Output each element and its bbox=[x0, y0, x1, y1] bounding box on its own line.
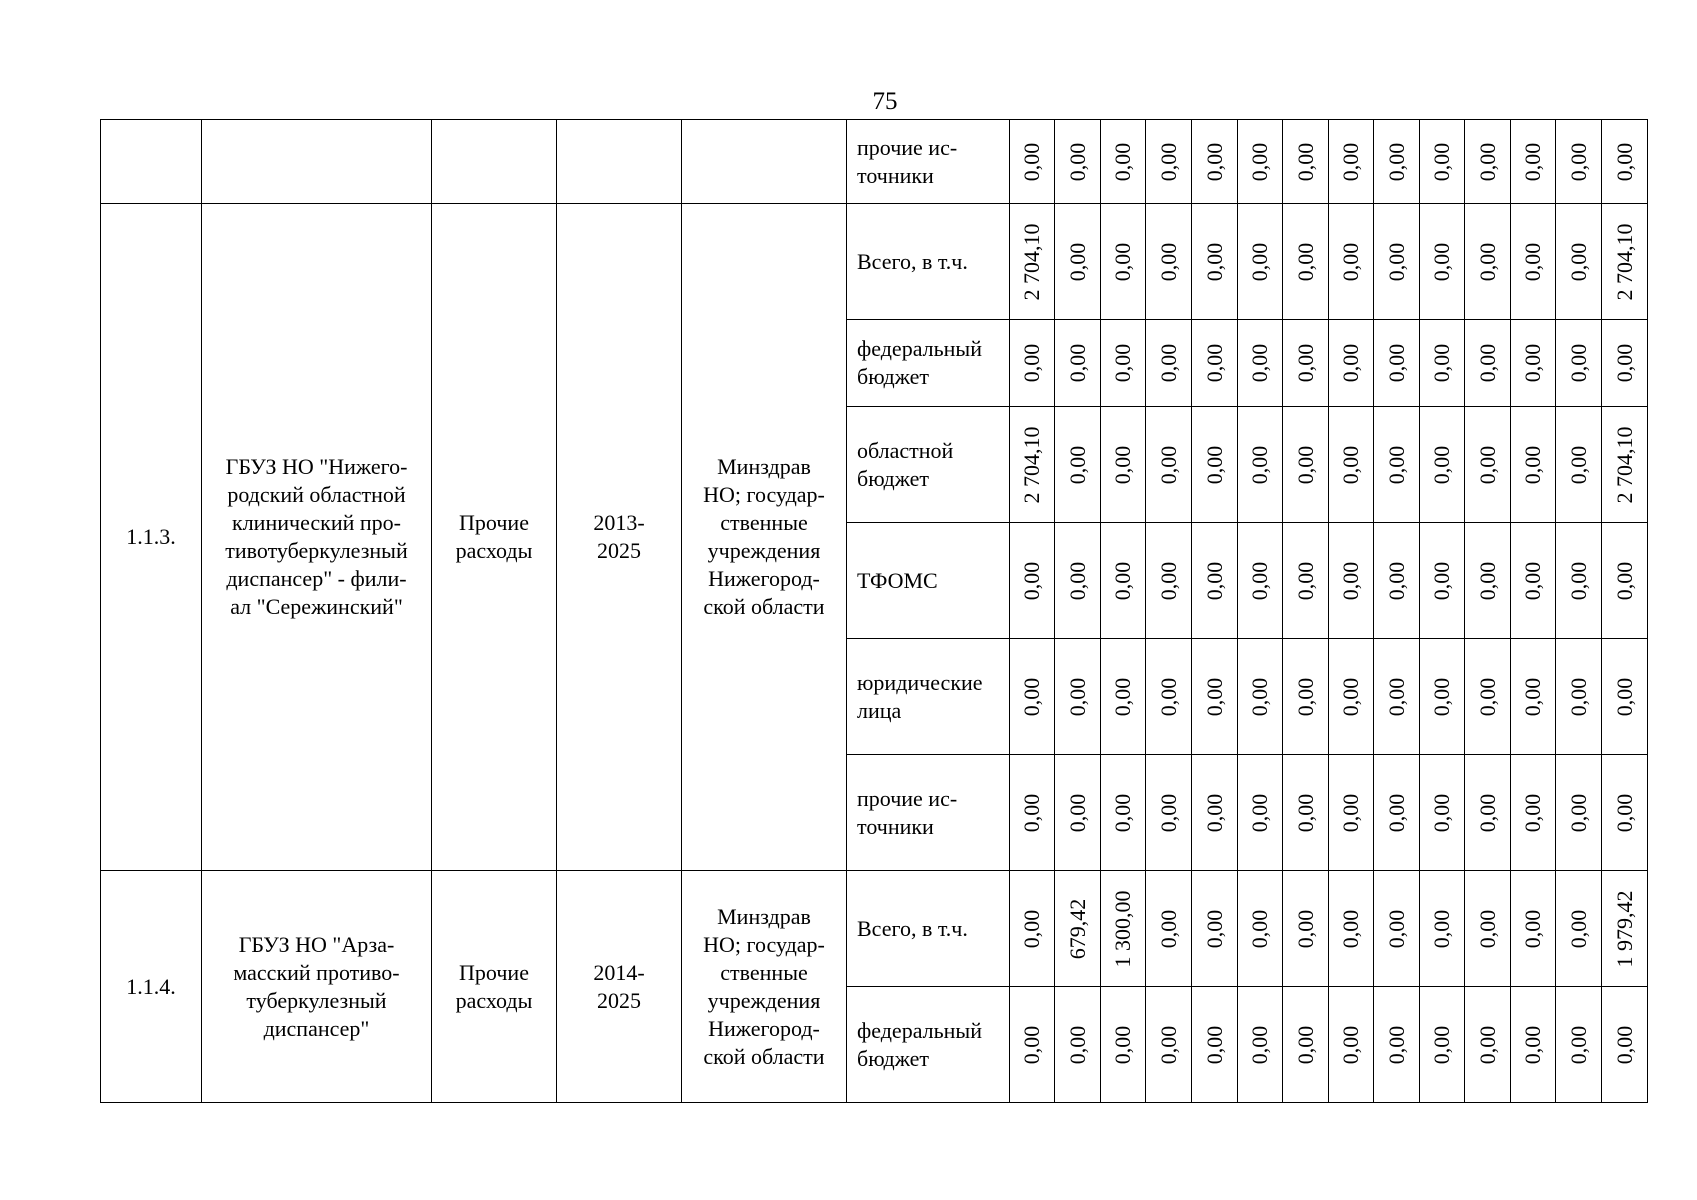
value-text: 0,00 bbox=[1474, 142, 1500, 181]
value-cell bbox=[1101, 120, 1146, 204]
value-text: 2 704,10 bbox=[1019, 426, 1044, 503]
value-text: 0,00 bbox=[1429, 142, 1454, 181]
value-cell bbox=[1556, 204, 1602, 320]
value-cell bbox=[1329, 120, 1374, 204]
value-cell bbox=[1420, 320, 1465, 407]
value-text: 0,00 bbox=[1292, 242, 1318, 281]
value-text: 0,00 bbox=[1247, 677, 1272, 716]
value-text: 0,00 bbox=[1565, 343, 1591, 383]
value-cell bbox=[1010, 639, 1055, 755]
value-cell bbox=[1238, 523, 1283, 639]
value-text: 0,00 bbox=[1520, 677, 1545, 716]
value-text: 0,00 bbox=[1429, 677, 1454, 716]
value-cell bbox=[1465, 871, 1511, 987]
value-text: 0,00 bbox=[1110, 677, 1135, 716]
funding-source-cell: Всего, в т.ч. bbox=[847, 204, 1010, 320]
value-cell bbox=[1055, 871, 1101, 987]
value-text: 0,00 bbox=[1019, 343, 1044, 383]
value-cell bbox=[1192, 320, 1238, 407]
value-cell bbox=[1602, 639, 1648, 755]
value-text: 0,00 bbox=[1064, 242, 1090, 281]
value-text: 0,00 bbox=[1155, 142, 1181, 181]
value-text: 0,00 bbox=[1520, 242, 1545, 281]
value-text: 0,00 bbox=[1201, 909, 1227, 948]
value-cell bbox=[1329, 204, 1374, 320]
value-text: 0,00 bbox=[1201, 793, 1227, 832]
value-cell bbox=[1374, 639, 1420, 755]
value-text: 0,00 bbox=[1292, 793, 1318, 832]
value-text: 0,00 bbox=[1520, 1025, 1545, 1064]
value-cell bbox=[1465, 755, 1511, 871]
value-text: 0,00 bbox=[1611, 561, 1637, 600]
value-cell bbox=[1556, 987, 1602, 1103]
value-text: 0,00 bbox=[1565, 142, 1591, 181]
funding-source-cell: юридические лица bbox=[847, 639, 1010, 755]
value-text: 0,00 bbox=[1292, 909, 1318, 948]
value-cell bbox=[1602, 407, 1648, 523]
value-cell bbox=[1192, 987, 1238, 1103]
funding-source-cell: прочие ис- точники bbox=[847, 755, 1010, 871]
value-text: 0,00 bbox=[1383, 242, 1409, 281]
value-text: 0,00 bbox=[1338, 909, 1363, 948]
value-cell bbox=[1010, 407, 1055, 523]
value-text: 0,00 bbox=[1429, 1025, 1454, 1064]
value-cell bbox=[1055, 120, 1101, 204]
value-text: 0,00 bbox=[1064, 1025, 1090, 1064]
value-text: 0,00 bbox=[1292, 445, 1318, 484]
value-cell bbox=[1192, 639, 1238, 755]
value-cell bbox=[1374, 523, 1420, 639]
value-text: 0,00 bbox=[1611, 142, 1637, 181]
value-cell bbox=[1146, 120, 1192, 204]
value-text: 0,00 bbox=[1292, 561, 1318, 600]
item-name-cell: ГБУЗ НО "Нижего- родский областной клинический про- тивотуберкулезный диспансер" - фили- ал "Сережинский" bbox=[202, 204, 432, 871]
value-text: 0,00 bbox=[1247, 909, 1272, 948]
value-cell bbox=[1511, 755, 1556, 871]
value-text: 0,00 bbox=[1338, 677, 1363, 716]
value-cell bbox=[1192, 523, 1238, 639]
value-cell bbox=[1055, 320, 1101, 407]
value-text: 0,00 bbox=[1474, 242, 1500, 281]
table-row bbox=[101, 120, 1648, 204]
value-text: 0,00 bbox=[1474, 561, 1500, 600]
value-cell bbox=[1465, 639, 1511, 755]
value-cell bbox=[1420, 755, 1465, 871]
value-cell bbox=[1556, 407, 1602, 523]
value-cell bbox=[1602, 204, 1648, 320]
value-cell bbox=[1556, 320, 1602, 407]
value-cell bbox=[1055, 987, 1101, 1103]
expense-type-cell: Прочие расходы bbox=[432, 204, 557, 871]
value-text: 0,00 bbox=[1064, 343, 1090, 383]
value-text: 0,00 bbox=[1110, 793, 1135, 832]
value-cell bbox=[1101, 523, 1146, 639]
value-text: 679,42 bbox=[1064, 898, 1090, 959]
value-text: 0,00 bbox=[1611, 793, 1637, 832]
value-text: 0,00 bbox=[1292, 677, 1318, 716]
value-cell bbox=[1146, 639, 1192, 755]
value-cell bbox=[1055, 523, 1101, 639]
value-cell bbox=[1420, 523, 1465, 639]
value-text: 0,00 bbox=[1155, 677, 1181, 716]
value-text: 0,00 bbox=[1201, 142, 1227, 181]
value-text: 0,00 bbox=[1520, 343, 1545, 383]
value-text: 0,00 bbox=[1474, 677, 1500, 716]
value-text: 1 979,42 bbox=[1611, 890, 1637, 967]
value-cell bbox=[1374, 120, 1420, 204]
value-cell bbox=[1146, 204, 1192, 320]
value-text: 0,00 bbox=[1019, 677, 1044, 716]
value-cell bbox=[1556, 755, 1602, 871]
executor-cell: Минздрав НО; государ- ственные учреждения Нижегород- ской области bbox=[682, 871, 847, 1103]
value-cell bbox=[1602, 523, 1648, 639]
value-text: 0,00 bbox=[1429, 561, 1454, 600]
value-cell bbox=[1511, 523, 1556, 639]
value-cell bbox=[1101, 639, 1146, 755]
value-text: 0,00 bbox=[1429, 445, 1454, 484]
value-cell bbox=[1420, 639, 1465, 755]
value-text: 0,00 bbox=[1383, 445, 1409, 484]
value-text: 0,00 bbox=[1338, 1025, 1363, 1064]
item-name-cell bbox=[202, 120, 432, 204]
value-text: 1 300,00 bbox=[1110, 890, 1135, 967]
value-cell bbox=[1055, 755, 1101, 871]
value-cell bbox=[1146, 320, 1192, 407]
value-cell bbox=[1329, 987, 1374, 1103]
value-text: 0,00 bbox=[1383, 793, 1409, 832]
executor-cell bbox=[682, 120, 847, 204]
item-number-cell bbox=[101, 120, 202, 204]
value-cell bbox=[1101, 987, 1146, 1103]
value-text: 0,00 bbox=[1110, 1025, 1135, 1064]
table-row bbox=[101, 871, 1648, 987]
value-text: 0,00 bbox=[1383, 909, 1409, 948]
value-text: 0,00 bbox=[1201, 343, 1227, 383]
value-cell bbox=[1420, 987, 1465, 1103]
value-cell bbox=[1101, 320, 1146, 407]
value-cell bbox=[1511, 204, 1556, 320]
value-text: 0,00 bbox=[1292, 142, 1318, 181]
value-cell bbox=[1055, 407, 1101, 523]
value-cell bbox=[1238, 120, 1283, 204]
funding-source-cell: ТФОМС bbox=[847, 523, 1010, 639]
value-cell bbox=[1283, 407, 1329, 523]
value-text: 0,00 bbox=[1110, 445, 1135, 484]
value-text: 0,00 bbox=[1155, 909, 1181, 948]
value-cell bbox=[1055, 639, 1101, 755]
value-text: 0,00 bbox=[1019, 561, 1044, 600]
value-cell bbox=[1238, 987, 1283, 1103]
value-cell bbox=[1329, 871, 1374, 987]
value-cell bbox=[1602, 987, 1648, 1103]
value-text: 0,00 bbox=[1064, 142, 1090, 181]
value-cell bbox=[1010, 120, 1055, 204]
value-text: 0,00 bbox=[1201, 677, 1227, 716]
value-cell bbox=[1374, 320, 1420, 407]
value-text: 0,00 bbox=[1247, 1025, 1272, 1064]
value-cell bbox=[1602, 755, 1648, 871]
value-text: 0,00 bbox=[1247, 242, 1272, 281]
value-cell bbox=[1010, 320, 1055, 407]
value-text: 0,00 bbox=[1201, 1025, 1227, 1064]
value-text: 0,00 bbox=[1383, 561, 1409, 600]
value-cell bbox=[1146, 987, 1192, 1103]
value-text: 0,00 bbox=[1565, 1025, 1591, 1064]
value-text: 0,00 bbox=[1155, 561, 1181, 600]
value-cell bbox=[1192, 755, 1238, 871]
value-text: 0,00 bbox=[1019, 1025, 1044, 1064]
value-cell bbox=[1283, 120, 1329, 204]
value-text: 0,00 bbox=[1292, 1025, 1318, 1064]
value-text: 0,00 bbox=[1064, 445, 1090, 484]
value-text: 0,00 bbox=[1611, 1025, 1637, 1064]
value-cell bbox=[1465, 407, 1511, 523]
value-cell bbox=[1602, 320, 1648, 407]
value-cell bbox=[1146, 755, 1192, 871]
funding-source-cell: федеральный бюджет bbox=[847, 320, 1010, 407]
value-text: 0,00 bbox=[1247, 445, 1272, 484]
value-cell bbox=[1238, 204, 1283, 320]
value-text: 0,00 bbox=[1565, 909, 1591, 948]
item-number-cell: 1.1.3. bbox=[101, 204, 202, 871]
value-cell bbox=[1101, 755, 1146, 871]
value-cell bbox=[1192, 204, 1238, 320]
value-cell bbox=[1511, 120, 1556, 204]
value-text: 0,00 bbox=[1338, 343, 1363, 383]
value-cell bbox=[1465, 523, 1511, 639]
value-cell bbox=[1146, 871, 1192, 987]
value-text: 0,00 bbox=[1338, 793, 1363, 832]
value-text: 0,00 bbox=[1155, 793, 1181, 832]
value-cell bbox=[1374, 987, 1420, 1103]
value-cell bbox=[1010, 523, 1055, 639]
value-text: 0,00 bbox=[1565, 561, 1591, 600]
value-cell bbox=[1283, 320, 1329, 407]
value-text: 2 704,10 bbox=[1611, 426, 1637, 503]
value-cell bbox=[1283, 871, 1329, 987]
value-text: 0,00 bbox=[1247, 343, 1272, 383]
value-text: 2 704,10 bbox=[1019, 223, 1044, 300]
value-cell bbox=[1146, 523, 1192, 639]
value-text: 0,00 bbox=[1429, 909, 1454, 948]
value-cell bbox=[1465, 320, 1511, 407]
value-cell bbox=[1283, 987, 1329, 1103]
value-cell bbox=[1374, 755, 1420, 871]
value-text: 0,00 bbox=[1383, 1025, 1409, 1064]
value-text: 0,00 bbox=[1565, 677, 1591, 716]
value-text: 0,00 bbox=[1520, 445, 1545, 484]
value-text: 0,00 bbox=[1064, 561, 1090, 600]
item-name-cell: ГБУЗ НО "Арза- масский противо- туберкулезный диспансер" bbox=[202, 871, 432, 1103]
value-text: 0,00 bbox=[1338, 445, 1363, 484]
table-row bbox=[101, 204, 1648, 320]
value-cell bbox=[1283, 523, 1329, 639]
value-text: 2 704,10 bbox=[1611, 223, 1637, 300]
value-cell bbox=[1556, 871, 1602, 987]
value-cell bbox=[1238, 320, 1283, 407]
value-cell bbox=[1511, 407, 1556, 523]
value-cell bbox=[1238, 755, 1283, 871]
value-text: 0,00 bbox=[1474, 445, 1500, 484]
value-text: 0,00 bbox=[1565, 242, 1591, 281]
value-cell bbox=[1010, 204, 1055, 320]
value-text: 0,00 bbox=[1520, 561, 1545, 600]
value-text: 0,00 bbox=[1155, 1025, 1181, 1064]
value-text: 0,00 bbox=[1611, 343, 1637, 383]
value-cell bbox=[1146, 407, 1192, 523]
value-text: 0,00 bbox=[1429, 343, 1454, 383]
value-cell bbox=[1192, 120, 1238, 204]
value-text: 0,00 bbox=[1019, 142, 1044, 181]
value-text: 0,00 bbox=[1110, 242, 1135, 281]
value-text: 0,00 bbox=[1383, 343, 1409, 383]
executor-cell: Минздрав НО; государ- ственные учреждения Нижегород- ской области bbox=[682, 204, 847, 871]
value-text: 0,00 bbox=[1155, 445, 1181, 484]
value-text: 0,00 bbox=[1247, 793, 1272, 832]
value-text: 0,00 bbox=[1520, 793, 1545, 832]
value-text: 0,00 bbox=[1247, 561, 1272, 600]
value-cell bbox=[1374, 407, 1420, 523]
value-text: 0,00 bbox=[1474, 909, 1500, 948]
value-cell bbox=[1511, 987, 1556, 1103]
value-cell bbox=[1556, 523, 1602, 639]
value-text: 0,00 bbox=[1611, 677, 1637, 716]
value-cell bbox=[1420, 871, 1465, 987]
value-cell bbox=[1010, 755, 1055, 871]
value-cell bbox=[1283, 639, 1329, 755]
page-number: 75 bbox=[872, 88, 898, 115]
value-cell bbox=[1101, 407, 1146, 523]
value-cell bbox=[1329, 407, 1374, 523]
funding-source-cell: прочие ис- точники bbox=[847, 120, 1010, 204]
value-text: 0,00 bbox=[1429, 793, 1454, 832]
value-text: 0,00 bbox=[1201, 242, 1227, 281]
value-cell bbox=[1420, 120, 1465, 204]
value-text: 0,00 bbox=[1520, 909, 1545, 948]
value-text: 0,00 bbox=[1338, 561, 1363, 600]
value-cell bbox=[1465, 987, 1511, 1103]
value-cell bbox=[1465, 204, 1511, 320]
value-text: 0,00 bbox=[1520, 142, 1545, 181]
value-text: 0,00 bbox=[1064, 793, 1090, 832]
value-cell bbox=[1283, 204, 1329, 320]
value-cell bbox=[1238, 639, 1283, 755]
value-text: 0,00 bbox=[1155, 242, 1181, 281]
value-cell bbox=[1329, 755, 1374, 871]
value-cell bbox=[1511, 639, 1556, 755]
value-cell bbox=[1192, 407, 1238, 523]
period-cell bbox=[557, 120, 682, 204]
value-text: 0,00 bbox=[1247, 142, 1272, 181]
value-text: 0,00 bbox=[1064, 677, 1090, 716]
funding-source-cell: областной бюджет bbox=[847, 407, 1010, 523]
value-cell bbox=[1238, 407, 1283, 523]
value-text: 0,00 bbox=[1474, 343, 1500, 383]
value-text: 0,00 bbox=[1338, 242, 1363, 281]
value-text: 0,00 bbox=[1565, 793, 1591, 832]
period-cell: 2013- 2025 bbox=[557, 204, 682, 871]
value-text: 0,00 bbox=[1110, 343, 1135, 383]
value-text: 0,00 bbox=[1338, 142, 1363, 181]
budget-table bbox=[100, 119, 1648, 1103]
value-cell bbox=[1420, 407, 1465, 523]
value-cell bbox=[1420, 204, 1465, 320]
value-cell bbox=[1010, 987, 1055, 1103]
funding-source-cell: федеральный бюджет bbox=[847, 987, 1010, 1103]
value-cell bbox=[1329, 523, 1374, 639]
value-cell bbox=[1055, 204, 1101, 320]
period-cell: 2014- 2025 bbox=[557, 871, 682, 1103]
value-cell bbox=[1511, 871, 1556, 987]
value-cell bbox=[1556, 120, 1602, 204]
value-text: 0,00 bbox=[1292, 343, 1318, 383]
value-text: 0,00 bbox=[1019, 793, 1044, 832]
value-text: 0,00 bbox=[1383, 142, 1409, 181]
value-cell bbox=[1329, 639, 1374, 755]
value-text: 0,00 bbox=[1155, 343, 1181, 383]
value-cell bbox=[1192, 871, 1238, 987]
item-number-cell: 1.1.4. bbox=[101, 871, 202, 1103]
value-cell bbox=[1602, 871, 1648, 987]
funding-source-cell: Всего, в т.ч. bbox=[847, 871, 1010, 987]
value-cell bbox=[1283, 755, 1329, 871]
value-cell bbox=[1556, 639, 1602, 755]
value-text: 0,00 bbox=[1429, 242, 1454, 281]
value-text: 0,00 bbox=[1383, 677, 1409, 716]
value-cell bbox=[1101, 204, 1146, 320]
value-text: 0,00 bbox=[1110, 561, 1135, 600]
value-cell bbox=[1602, 120, 1648, 204]
value-cell bbox=[1465, 120, 1511, 204]
value-text: 0,00 bbox=[1565, 445, 1591, 484]
value-text: 0,00 bbox=[1201, 445, 1227, 484]
value-cell bbox=[1374, 204, 1420, 320]
value-text: 0,00 bbox=[1474, 793, 1500, 832]
value-cell bbox=[1010, 871, 1055, 987]
value-cell bbox=[1238, 871, 1283, 987]
value-text: 0,00 bbox=[1110, 142, 1135, 181]
value-cell bbox=[1329, 320, 1374, 407]
expense-type-cell: Прочие расходы bbox=[432, 871, 557, 1103]
value-cell bbox=[1101, 871, 1146, 987]
value-cell bbox=[1511, 320, 1556, 407]
expense-type-cell bbox=[432, 120, 557, 204]
value-text: 0,00 bbox=[1201, 561, 1227, 600]
value-cell bbox=[1374, 871, 1420, 987]
value-text: 0,00 bbox=[1474, 1025, 1500, 1064]
value-text: 0,00 bbox=[1019, 909, 1044, 948]
